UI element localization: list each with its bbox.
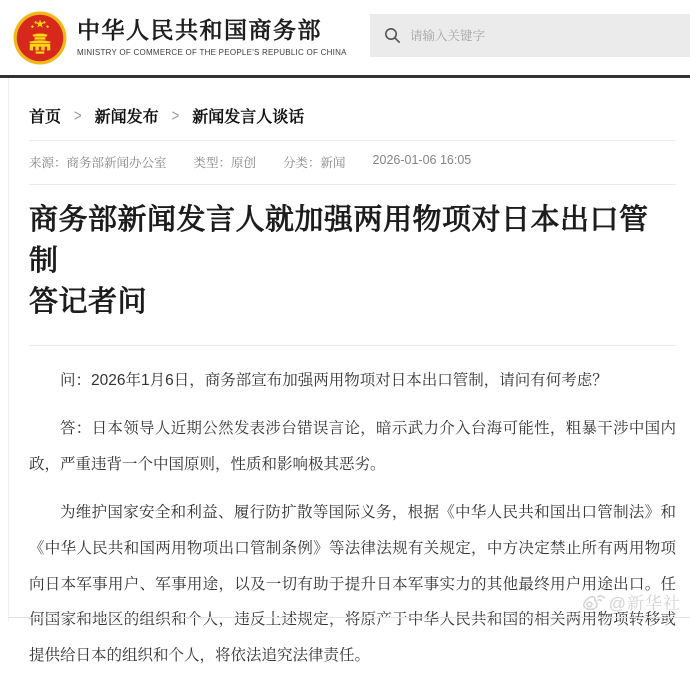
article-title-line-1: 商务部新闻发言人就加强两用物项对日本出口管制 [29, 204, 649, 278]
page-bottom-rule [9, 617, 690, 618]
chevron-right-icon: > [171, 106, 180, 125]
breadcrumb-home[interactable]: 首页 [29, 109, 62, 126]
national-emblem-logo[interactable] [13, 10, 67, 66]
search-input[interactable] [410, 29, 650, 43]
article-body [29, 346, 676, 674]
watermark-text: @新华社 [608, 594, 681, 613]
search-icon[interactable] [384, 27, 401, 44]
meta-type: 类型：原创 [193, 156, 257, 170]
breadcrumb-news-release[interactable]: 新闻发布 [94, 109, 159, 126]
site-subtitle: MINISTRY OF COMMERCE OF THE PEOPLE'S REPUBLIC OF CHINA [77, 48, 347, 58]
meta-datetime: 2026-01-06 16:05 [372, 153, 472, 167]
article-page [8, 78, 690, 664]
article-title [29, 185, 676, 332]
brand-block[interactable] [77, 18, 347, 57]
meta-category: 分类：新闻 [283, 156, 346, 170]
site-title: 中华人民共和国商务部 [77, 16, 322, 43]
paragraph-answer-2: 为维护国家安全和利益、履行防扩散等国际义务，根据《中华人民共和国出口管制法》和《中华人民共和国两用物项出口管制条例》等法律法规有关规定，中方决定禁止所有两用物项向日本军事用户、军事用途，以及一切有助于提升日本军事实力的其他最终用户用途出口。任何国家和地区的组织和个人，违反上述规定，将原产于中华人民共和国的相关两用物项转移或提供给日本的组织和个人，将依法追究法律责任。 [29, 504, 676, 664]
chevron-right-icon: > [74, 106, 82, 125]
breadcrumb [29, 78, 676, 127]
breadcrumb-spokesperson-remarks[interactable]: 新闻发言人谈话 [192, 109, 305, 126]
china-national-emblem-icon [13, 10, 67, 66]
site-header [0, 0, 690, 75]
article-meta [29, 141, 676, 184]
paragraph-answer-1: 答：日本领导人近期公然发表涉台错误言论，暗示武力介入台海可能性，粗暴干涉中国内政，严重违背一个中国原则，性质和影响极其恶劣。 [29, 420, 676, 473]
paragraph-question: 问：2026年1月6日，商务部宣布加强两用物项对日本出口管制，请问有何考虑？ [60, 371, 608, 389]
meta-source: 来源：商务部新闻办公室 [29, 156, 167, 170]
search-box[interactable] [370, 14, 690, 57]
article-title-line-2: 答记者问 [29, 286, 148, 319]
